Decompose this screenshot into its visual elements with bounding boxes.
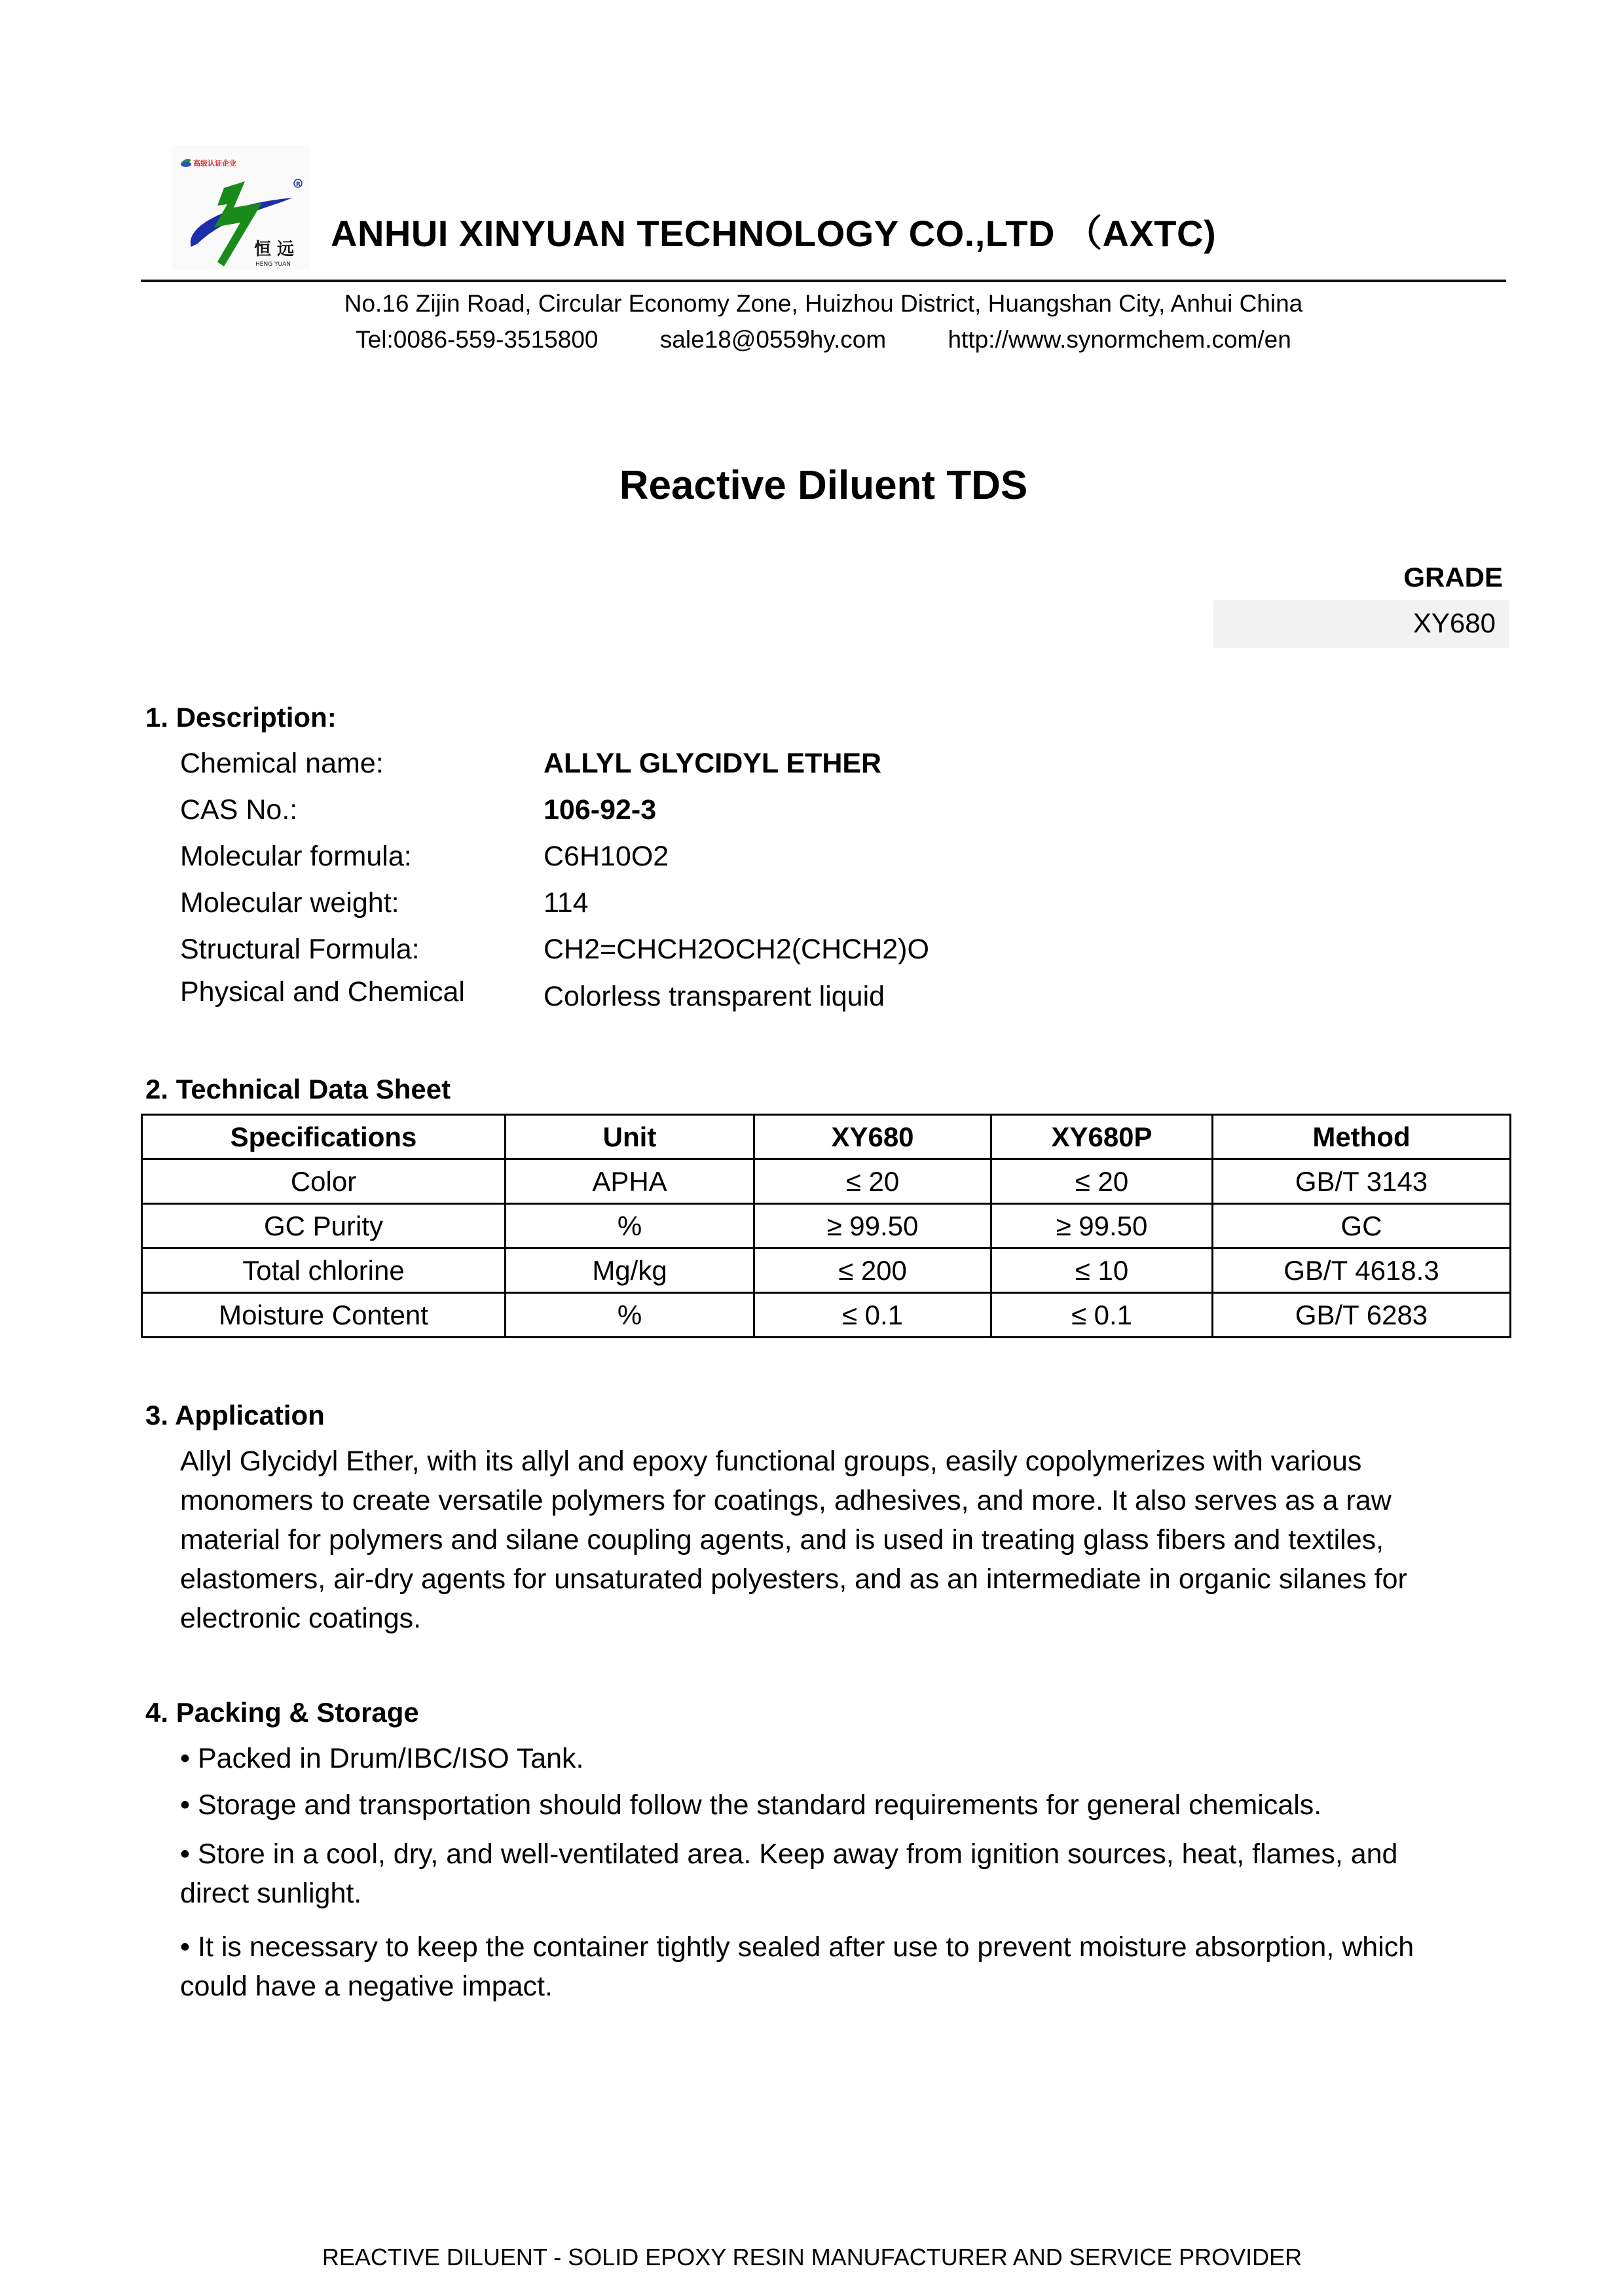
cell-unit: Mg/kg bbox=[506, 1248, 754, 1293]
technical-data-heading: 2. Technical Data Sheet bbox=[145, 1074, 451, 1104]
cell-xy680: ≤ 20 bbox=[754, 1159, 991, 1204]
heng-yuan-logo-icon bbox=[172, 145, 309, 270]
cell-spec: GC Purity bbox=[142, 1204, 506, 1248]
contact-line bbox=[0, 326, 1624, 354]
cell-method: GC bbox=[1213, 1204, 1511, 1248]
aeo-badge-text: 高级认证企业 bbox=[193, 159, 236, 168]
packing-bullet: • It is necessary to keep the container tightly sealed after use to prevent moisture absorption, which bbox=[180, 1931, 1414, 1963]
cell-xy680: ≤ 0.1 bbox=[754, 1293, 991, 1338]
brand-cn-text: 恒 远 bbox=[254, 240, 295, 259]
table-row bbox=[142, 1248, 1511, 1293]
application-line: material for polymers and silane coupling agents, and is used in treating glass fibers and textiles, bbox=[180, 1524, 1384, 1556]
desc-label-molecular-formula: Molecular formula: bbox=[180, 841, 412, 872]
column-header-specifications: Specifications bbox=[142, 1115, 506, 1159]
packing-bullet-continuation: could have a negative impact. bbox=[180, 1971, 553, 2002]
grade-label: GRADE bbox=[1403, 562, 1503, 592]
desc-label-chemical-name: Chemical name: bbox=[180, 748, 384, 779]
contact-website[interactable]: http://www.synormchem.com/en bbox=[948, 326, 1291, 353]
packing-bullet: • Store in a cool, dry, and well-ventilated area. Keep away from ignition sources, heat, flames, and bbox=[180, 1838, 1398, 1870]
cell-xy680p: ≤ 10 bbox=[991, 1248, 1213, 1293]
desc-label-cas: CAS No.: bbox=[180, 794, 298, 826]
cell-method: GB/T 6283 bbox=[1213, 1293, 1511, 1338]
cell-unit: % bbox=[506, 1293, 754, 1338]
desc-value-cas: 106-92-3 bbox=[544, 794, 657, 826]
column-header-xy680p: XY680P bbox=[991, 1115, 1213, 1159]
cell-xy680: ≥ 99.50 bbox=[754, 1204, 991, 1248]
packing-bullet-continuation: direct sunlight. bbox=[180, 1878, 362, 1909]
grade-value: XY680 bbox=[1412, 608, 1496, 638]
cell-spec: Moisture Content bbox=[142, 1293, 506, 1338]
desc-label-structural-formula: Structural Formula: bbox=[180, 934, 420, 965]
cell-unit: APHA bbox=[506, 1159, 754, 1204]
cell-xy680: ≤ 200 bbox=[754, 1248, 991, 1293]
desc-label-molecular-weight: Molecular weight: bbox=[180, 887, 399, 919]
packing-bullet: • Storage and transportation should follow the standard requirements for general chemicals. bbox=[180, 1789, 1322, 1821]
contact-tel: Tel:0086-559-3515800 bbox=[356, 326, 599, 353]
cell-spec: Color bbox=[142, 1159, 506, 1204]
application-line: Allyl Glycidyl Ether, with its allyl and epoxy functional groups, easily copolymerizes with various bbox=[180, 1446, 1362, 1477]
table-row bbox=[142, 1293, 1511, 1338]
description-heading: 1. Description: bbox=[145, 702, 337, 733]
application-line: elastomers, air-dry agents for unsaturated polyesters, and as an intermediate in organic silanes for bbox=[180, 1563, 1407, 1595]
table-header-row bbox=[142, 1115, 1511, 1159]
cell-method: GB/T 4618.3 bbox=[1213, 1248, 1511, 1293]
desc-value-molecular-weight: 114 bbox=[544, 887, 589, 919]
header-divider bbox=[141, 280, 1506, 282]
company-name: ANHUI XINYUAN TECHNOLOGY CO.,LTD （AXTC) bbox=[331, 213, 1217, 254]
desc-value-chemical-name: ALLYL GLYCIDYL ETHER bbox=[544, 748, 882, 779]
table-row bbox=[142, 1159, 1511, 1204]
packing-heading: 4. Packing & Storage bbox=[145, 1697, 419, 1728]
cell-spec: Total chlorine bbox=[142, 1248, 506, 1293]
column-header-xy680: XY680 bbox=[754, 1115, 991, 1159]
packing-bullet: • Packed in Drum/IBC/ISO Tank. bbox=[180, 1743, 584, 1774]
page-footer: REACTIVE DILUENT - SOLID EPOXY RESIN MANUFACTURER AND SERVICE PROVIDER bbox=[322, 2244, 1302, 2270]
application-line: electronic coatings. bbox=[180, 1603, 422, 1634]
desc-value-molecular-formula: C6H10O2 bbox=[544, 841, 669, 872]
application-heading: 3. Application bbox=[145, 1400, 325, 1430]
cell-xy680p: ≤ 20 bbox=[991, 1159, 1213, 1204]
technical-data-table bbox=[141, 1114, 1511, 1338]
cell-unit: % bbox=[506, 1204, 754, 1248]
desc-value-structural-formula: CH2=CHCH2OCH2(CHCH2)O bbox=[544, 934, 929, 965]
desc-label-physical-chemical: Physical and Chemical bbox=[180, 976, 465, 1008]
company-logo bbox=[172, 145, 309, 270]
cell-xy680p: ≥ 99.50 bbox=[991, 1204, 1213, 1248]
cell-xy680p: ≤ 0.1 bbox=[991, 1293, 1213, 1338]
column-header-method: Method bbox=[1213, 1115, 1511, 1159]
brand-en-text: HENG YUAN bbox=[255, 261, 291, 268]
table-row bbox=[142, 1204, 1511, 1248]
cell-method: GB/T 3143 bbox=[1213, 1159, 1511, 1204]
column-header-unit: Unit bbox=[506, 1115, 754, 1159]
document-title: Reactive Diluent TDS bbox=[619, 463, 1028, 508]
desc-value-physical-chemical: Colorless transparent liquid bbox=[544, 981, 885, 1012]
application-line: monomers to create versatile polymers for coatings, adhesives, and more. It also serves as a raw bbox=[180, 1485, 1392, 1516]
svg-text:R: R bbox=[296, 181, 301, 188]
company-address: No.16 Zijin Road, Circular Economy Zone, Huizhou District, Huangshan City, Anhui China bbox=[344, 290, 1303, 317]
contact-email[interactable]: sale18@0559hy.com bbox=[659, 326, 887, 353]
